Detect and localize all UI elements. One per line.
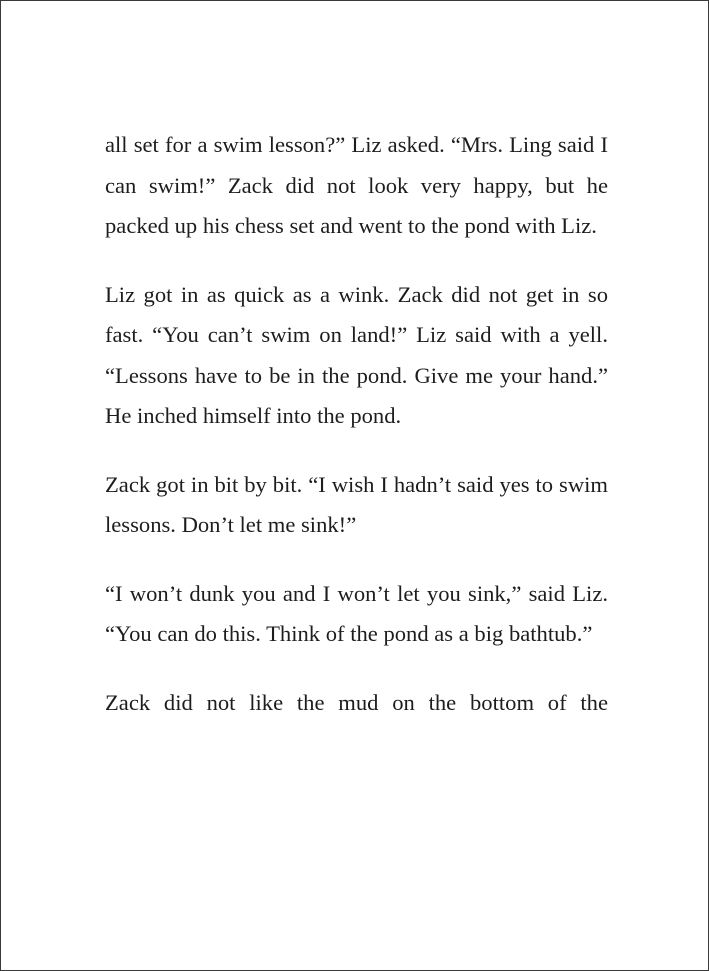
paragraph-3: Zack got in bit by bit. “I wish I hadn’t said yes to swim lessons. Don’t let me sink!” — [105, 471, 608, 537]
paragraph-2: Liz got in as quick as a wink. Zack did not get in so fast. “You can’t swim on land!” Liz said with a yell. “Lessons have to be in the pond. Give me your hand.” He inched himself into the pond. — [105, 281, 608, 428]
paragraph-5: Zack did not like the mud on the bottom of the — [105, 689, 608, 715]
story-text — [105, 125, 608, 723]
paragraph-4: “I won’t dunk you and I won’t let you sink,” said Liz. “You can do this. Think of the pond as a big bathtub.” — [105, 580, 608, 646]
paragraph-1: all set for a swim lesson?” Liz asked. “Mrs. Ling said I can swim!” Zack did not look very happy, but he packed up his chess set and went to the pond with Liz. — [105, 132, 608, 238]
